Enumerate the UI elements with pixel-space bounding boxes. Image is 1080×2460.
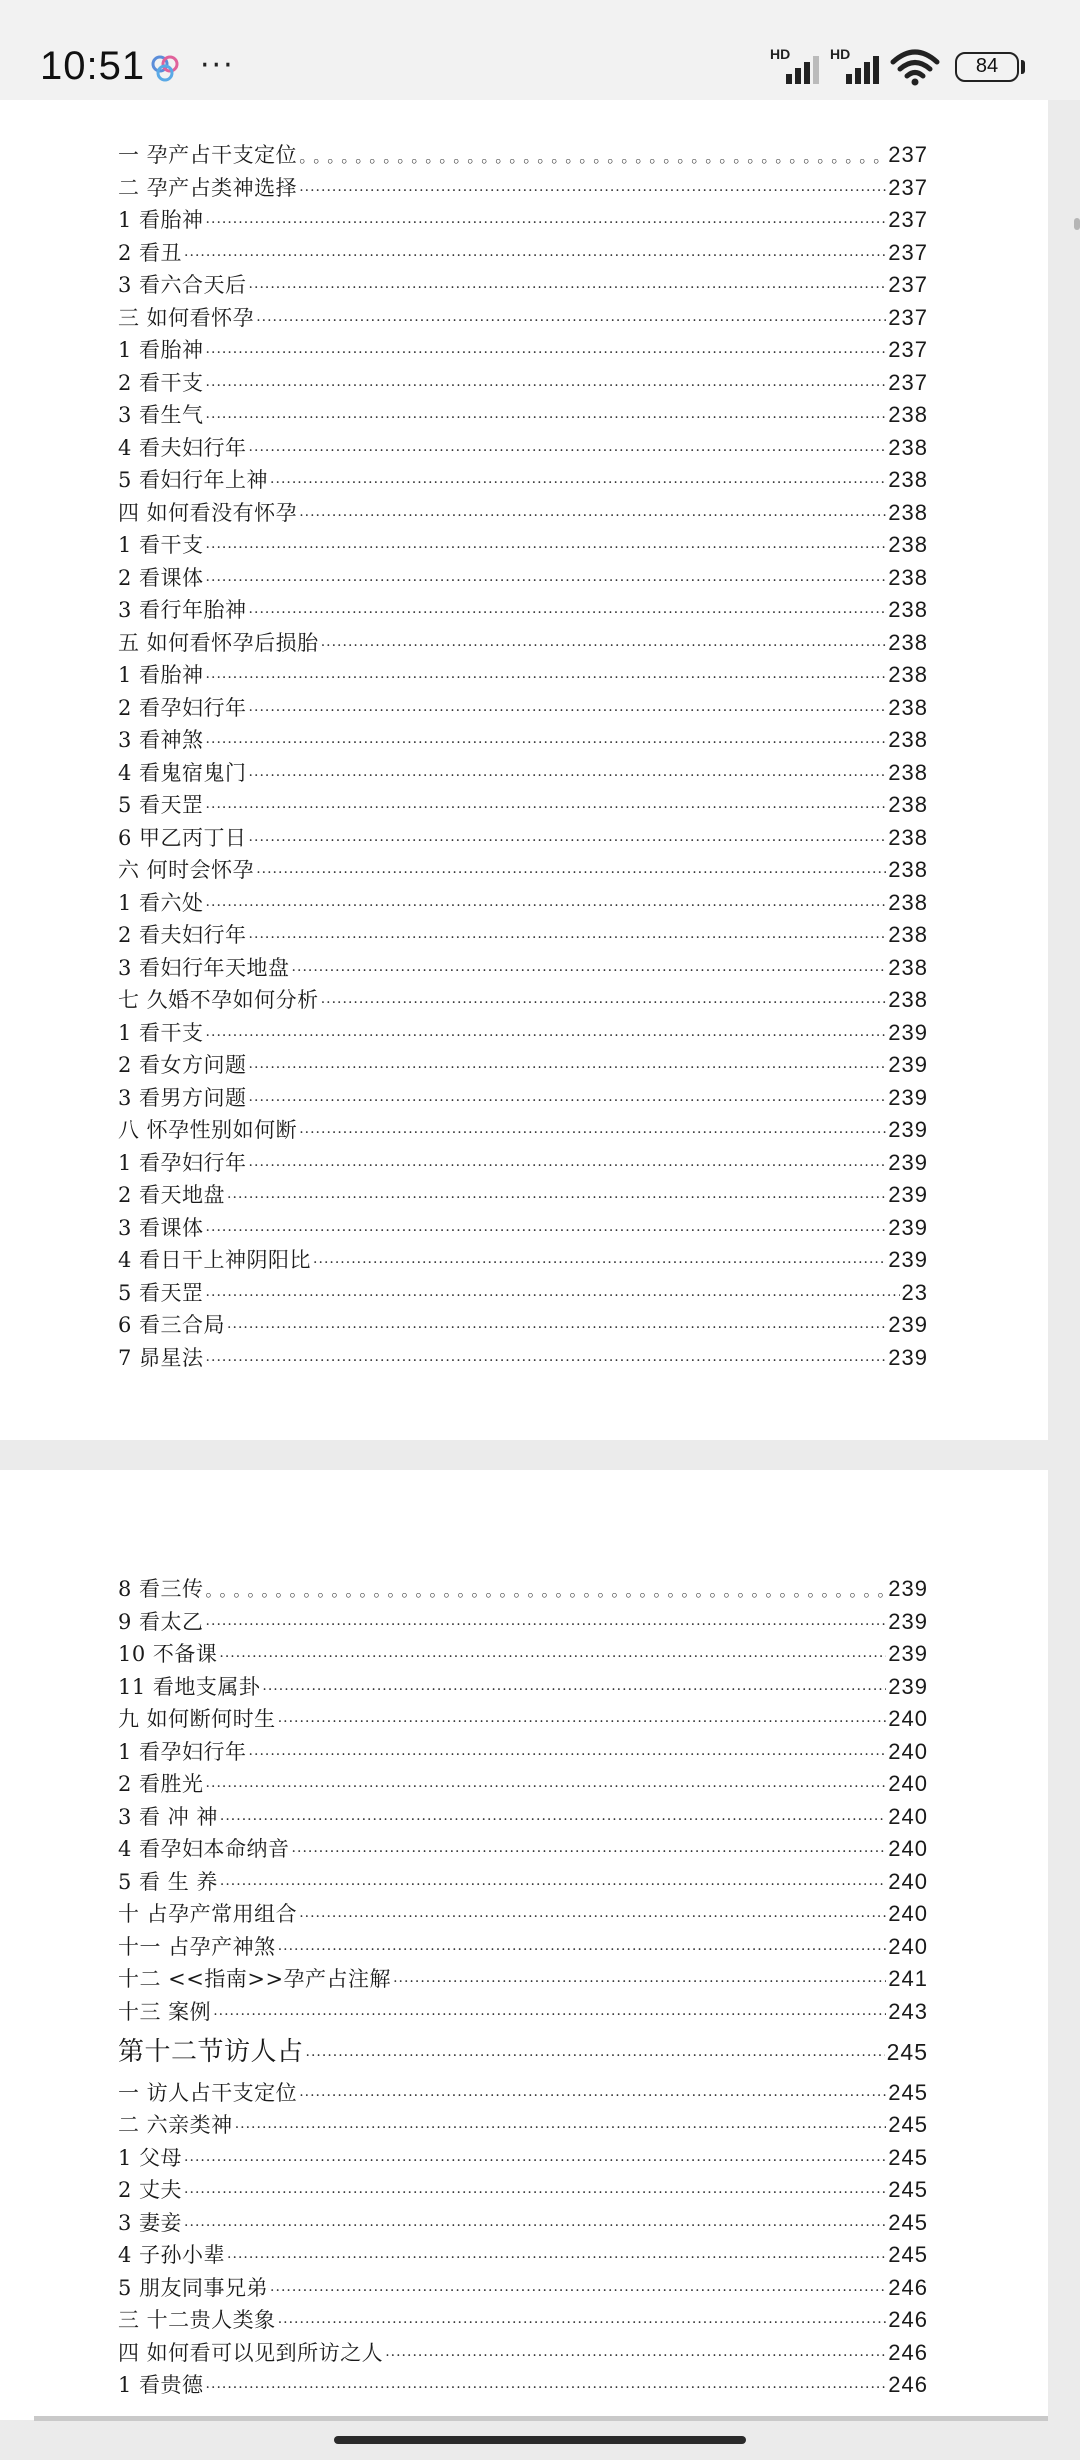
toc-entry [118,433,928,463]
toc-entry [118,335,928,365]
dot-leader [249,598,887,628]
toc-entry [118,2273,928,2303]
dot-leader [206,1576,887,1606]
dot-leader [313,1248,886,1278]
dot-leader [278,1935,887,1965]
dot-leader [249,1086,887,1116]
toc-entry-page: 238 [888,499,928,525]
toc-entry [118,2078,928,2108]
toc-entry-title: 三 如何看怀孕 [118,305,255,330]
toc-entry-title: 3 看男方问题 [118,1085,247,1110]
toc-entry [118,303,928,333]
toc-entry-page: 241 [888,1966,928,1991]
dot-leader [184,2146,886,2176]
dot-leader [219,1642,886,1672]
toc-entry-page: 237 [888,142,928,167]
toc-entry-title: 1 看干支 [118,533,204,557]
toc-entry-page: 239 [888,1576,928,1601]
dot-leader [249,1740,887,1770]
toc-entry-page: 245 [888,2177,928,2202]
toc-entry [118,628,928,658]
dot-leader [299,176,886,206]
dot-leader [249,1151,887,1181]
toc-entry-page: 239 [888,1084,928,1110]
battery-icon: 84 [955,52,1019,82]
toc-entry-page: 23 [901,1279,928,1305]
toc-entry-page: 240 [888,1706,928,1731]
toc-entry-title: 五 如何看怀孕后损胎 [118,630,319,655]
toc-entry [118,1639,928,1669]
dot-leader [206,371,887,401]
toc-entry [118,1834,928,1864]
toc-entry-page: 238 [888,434,928,460]
dot-leader [299,2081,886,2111]
toc-entry-page: 238 [888,954,928,980]
toc-entry-title: 1 看胎神 [118,663,204,687]
dot-leader [249,436,887,466]
toc-entry-page: 238 [888,694,928,720]
toc-entry [118,2305,928,2335]
toc-entry-page: 240 [888,1901,928,1926]
dot-leader [385,2341,886,2371]
dot-leader [278,1707,887,1737]
toc-entry-page: 238 [888,402,928,427]
document-page-1[interactable] [0,100,1048,1440]
toc-entry [118,1867,928,1897]
toc-entry-title: 1 看六处 [118,890,204,915]
toc-entry-page: 239 [888,1673,928,1699]
toc-entry-title: 1 看孕妇行年 [118,1150,247,1175]
toc-entry-title: 2 丈夫 [118,2178,183,2202]
dot-leader [321,631,887,661]
dot-leader [206,338,887,368]
dot-leader [206,2373,887,2403]
toc-entry-title: 4 看日干上神阴阳比 [118,1248,312,1272]
toc-entry-page: 237 [888,369,928,395]
toc-entry [118,1148,928,1178]
toc-entry-title: 5 朋友同事兄弟 [118,2275,269,2300]
toc-entry-title: 十二 <<指南>>孕产占注解 [118,1967,392,1991]
signal-icon [770,46,826,86]
toc-entry-title: 5 看天罡 [118,793,204,817]
toc-entry [118,920,928,950]
toc-entry [118,595,928,625]
toc-entry [118,140,928,170]
toc-entry-title: 2 看孕妇行年 [118,695,247,720]
toc-entry-page: 237 [888,239,928,265]
dot-leader [292,956,887,986]
toc-entry-title: 1 父母 [118,2145,183,2170]
toc-entry-title: 3 看行年胎神 [118,598,247,622]
dot-leader [262,1675,886,1705]
dot-leader [220,1870,886,1900]
toc-entry-page: 238 [888,857,928,882]
dot-leader [249,761,887,791]
toc-entry-title: 一 访人占干支定位 [118,2080,298,2105]
dot-leader [206,1021,887,1051]
toc-entry-page: 245 [888,2242,928,2267]
toc-entry-title: 十一 占孕产神煞 [118,1934,276,1959]
toc-entry-page: 238 [888,727,928,752]
dot-leader [249,923,887,953]
dot-leader [227,1313,886,1343]
toc-entry [118,498,928,528]
toc-entry [118,855,928,885]
toc-entry-page: 239 [888,1182,928,1207]
signal-hd-label: HD [830,46,851,62]
toc-entry-page: 240 [888,1738,928,1764]
toc-entry [118,725,928,755]
toc-entry-title: 1 看胎神 [118,338,204,362]
dot-leader [227,2243,886,2273]
toc-entry [118,660,928,690]
toc-entry-title: 5 看 生 养 [118,1869,218,1894]
toc-entry-page: 246 [888,2339,928,2365]
toc-entry-title: 5 看天罡 [118,1280,204,1305]
toc-entry-title: 2 看丑 [118,240,183,265]
toc-entry-page: 239 [888,1052,928,1077]
toc-entry-title: 1 看干支 [118,1020,204,1045]
toc-entry [118,1737,928,1767]
dot-leader [249,696,887,726]
toc-entry [118,563,928,593]
toc-entry-page: 239 [888,1641,928,1666]
toc-entry-title: 5 看妇行年上神 [118,468,269,492]
battery-tip [1021,60,1025,74]
toc-entry-title: 7 昴星法 [118,1345,204,1370]
toc-entry-title: 2 看课体 [118,565,204,590]
toc-entry [118,1704,928,1734]
toc-entry-title: 八 怀孕性别如何断 [118,1118,298,1142]
toc-entry [118,1607,928,1637]
toc-entry-title: 九 如何断何时生 [118,1707,276,1731]
toc-entry-page: 237 [888,337,928,362]
toc-entry-page: 246 [888,2307,928,2332]
toc-entry-title: 8 看三传 [118,1577,204,1601]
dot-leader [292,1837,887,1867]
toc-entry-title: 1 看胎神 [118,208,204,232]
toc-entry-title: 6 看三合局 [118,1313,226,1337]
dot-leader [206,1216,887,1246]
toc-entry [118,2175,928,2205]
toc-entry [118,368,928,398]
dot-leader [299,1118,886,1148]
toc-entry-page: 237 [888,207,928,232]
toc-entry-page: 237 [888,304,928,330]
toc-entry [118,270,928,300]
toc-entry-page: 240 [888,1803,928,1829]
toc-entry-page: 239 [888,1149,928,1175]
dot-leader [321,988,887,1018]
dot-leader [213,2000,886,2030]
page-edge-shadow [34,2416,1048,2421]
toc-entry [118,238,928,268]
dot-leader [206,663,887,693]
toc-entry-page: 238 [888,597,928,622]
dot-leader [206,1610,887,1640]
home-indicator[interactable] [334,2436,746,2444]
status-bar [0,0,1080,100]
wifi-icon [890,48,940,86]
toc-entry [118,400,928,430]
toc-entry-page: 238 [888,629,928,655]
toc-entry-title: 十 占孕产常用组合 [118,1902,298,1926]
toc-entry [118,1245,928,1275]
dot-leader [220,1805,886,1835]
dot-leader [299,142,886,172]
clock: 10:51 [40,44,146,88]
dot-leader [206,1281,900,1311]
toc-entry-page: 245 [886,2039,928,2065]
toc-entry-page: 238 [888,564,928,590]
dot-leader [299,1902,886,1932]
dot-leader [206,403,887,433]
toc-entry-page: 238 [888,889,928,915]
toc-entry-title: 四 如何看没有怀孕 [118,500,298,525]
dot-leader [184,241,886,271]
toc-entry-page: 245 [888,2209,928,2235]
toc-entry-page: 245 [888,2112,928,2137]
toc-entry-page: 238 [888,467,928,492]
toc-entry-title: 2 看女方问题 [118,1053,247,1077]
toc-entry [118,2338,928,2368]
toc-entry [118,1018,928,1048]
toc-entry-page: 238 [888,662,928,687]
toc-entry-title: 3 妻妾 [118,2210,183,2235]
toc-entry-page: 237 [888,272,928,297]
toc-entry-title: 3 看妇行年天地盘 [118,955,290,980]
toc-entry [118,2143,928,2173]
dot-leader [206,728,887,758]
toc-entry-page: 239 [888,1344,928,1370]
dot-leader [249,1053,887,1083]
toc-entry-title: 二 孕产占类神选择 [118,175,298,200]
toc-entry-page: 238 [888,759,928,785]
toc-entry-title: 4 子孙小辈 [118,2243,226,2267]
toc-entry [118,1899,928,1929]
dot-leader [206,566,887,596]
toc-entry [118,790,928,820]
toc-entry-title: 1 看贵德 [118,2373,204,2397]
toc-entry [118,2370,928,2400]
toc-entry-title: 3 看神煞 [118,728,204,752]
dot-leader [278,2308,887,2338]
dot-leader [184,2178,886,2208]
toc-entry [118,173,928,203]
toc-entry [118,758,928,788]
dot-leader [206,793,887,823]
toc-entry-title: 2 看干支 [118,370,204,395]
toc-entry-page: 238 [888,792,928,817]
toc-entry [118,1932,928,1962]
toc-entry-page: 239 [888,1019,928,1045]
toc-entry-title: 6 甲乙丙丁日 [118,825,247,850]
toc-entry-title: 3 看六合天后 [118,273,247,297]
more-icon: ··· [200,48,235,83]
toc-entry-title: 3 看课体 [118,1215,204,1240]
toc-entry-title: 七 久婚不孕如何分析 [118,988,319,1012]
toc-entry-title: 二 六亲类神 [118,2113,233,2137]
toc-entry-page: 239 [888,1608,928,1634]
toc-entry-page: 238 [888,532,928,557]
toc-entry-page: 245 [888,2079,928,2105]
toc-entry-title: 4 看鬼宿鬼门 [118,760,247,785]
toc-entry-title: 4 看孕妇本命纳音 [118,1837,290,1861]
toc-entry [118,205,928,235]
toc-entry-title: 4 看夫妇行年 [118,435,247,460]
dot-leader [249,826,887,856]
dot-leader [270,2276,886,2306]
dot-leader [393,1967,886,1997]
toc-entry [118,1050,928,1080]
toc-entry-title: 2 看夫妇行年 [118,923,247,947]
toc-entry-page: 245 [888,2144,928,2170]
dot-leader [270,468,886,498]
toc-entry-page: 240 [888,1836,928,1861]
dot-leader [206,1772,887,1802]
toc-entry [118,530,928,560]
toc-entry-page: 243 [888,1998,928,2024]
toc-entry [118,1672,928,1702]
toc-entry-page: 239 [888,1312,928,1337]
toc-entry [118,2037,928,2067]
toc-entry-page: 238 [888,922,928,947]
toc-entry [118,2240,928,2270]
toc-entry [118,1802,928,1832]
toc-entry-title: 四 如何看可以见到所访之人 [118,2340,384,2365]
toc-entry-title: 2 看胜光 [118,1772,204,1796]
toc-entry [118,2110,928,2140]
dot-leader [206,1346,887,1376]
toc-entry-title: 一 孕产占干支定位 [118,143,298,167]
scrollbar-thumb[interactable] [1074,218,1080,230]
toc-entry-title: 9 看太乙 [118,1609,204,1634]
dot-leader [227,1183,886,1213]
toc-entry [118,1997,928,2027]
toc-entry-page: 246 [888,2372,928,2397]
toc-entry-page: 239 [888,1214,928,1240]
toc-entry-page: 246 [888,2274,928,2300]
toc-entry [118,693,928,723]
toc-entry [118,1083,928,1113]
dot-leader [235,2113,887,2143]
dot-leader [206,533,887,563]
dot-leader [206,891,887,921]
toc-entry-title: 2 看天地盘 [118,1183,226,1207]
toc-entry-title: 3 看生气 [118,403,204,427]
signal-hd-label: HD [770,46,791,62]
toc-entry [118,465,928,495]
toc-entry [118,1115,928,1145]
toc-entry-page: 238 [888,987,928,1012]
toc-entry-page: 237 [888,174,928,200]
toc-entry-page: 240 [888,1868,928,1894]
toc-entry [118,1964,928,1994]
toc-entry-title: 三 十二贵人类象 [118,2308,276,2332]
toc-entry-title: 六 何时会怀孕 [118,858,255,882]
toc-entry-page: 238 [888,824,928,850]
toc-entry-title: 11 看地支属卦 [118,1674,261,1699]
toc-entry [118,985,928,1015]
toc-entry [118,953,928,983]
document-page-2[interactable] [0,1470,1048,2420]
dot-leader [249,273,887,303]
toc-entry-title: 1 看孕妇行年 [118,1739,247,1764]
toc-entry-page: 239 [888,1247,928,1272]
dot-leader [256,306,886,336]
dot-leader [256,858,886,888]
toc-entry-title: 十三 案例 [118,1999,212,2024]
toc-entry-page: 240 [888,1771,928,1796]
toc-entry-title: 10 不备课 [118,1642,218,1666]
toc-entry-title: 3 看 冲 神 [118,1804,218,1829]
app-icon [150,54,180,84]
toc-entry [118,1769,928,1799]
toc-entry-page: 240 [888,1933,928,1959]
toc-entry-page: 239 [888,1117,928,1142]
toc-entry [118,2208,928,2238]
dot-leader [299,501,886,531]
toc-entry-title: 第十二节访人占 [118,2037,304,2067]
dot-leader [206,208,887,238]
dot-leader [184,2211,886,2241]
toc-entry [118,1213,928,1243]
toc-entry [118,1180,928,1210]
toc-entry [118,1574,928,1604]
signal-icon [830,46,886,86]
toc-entry [118,888,928,918]
toc-entry [118,823,928,853]
dot-leader [306,2041,885,2071]
toc-entry [118,1343,928,1373]
toc-entry [118,1278,928,1308]
toc-entry [118,1310,928,1340]
